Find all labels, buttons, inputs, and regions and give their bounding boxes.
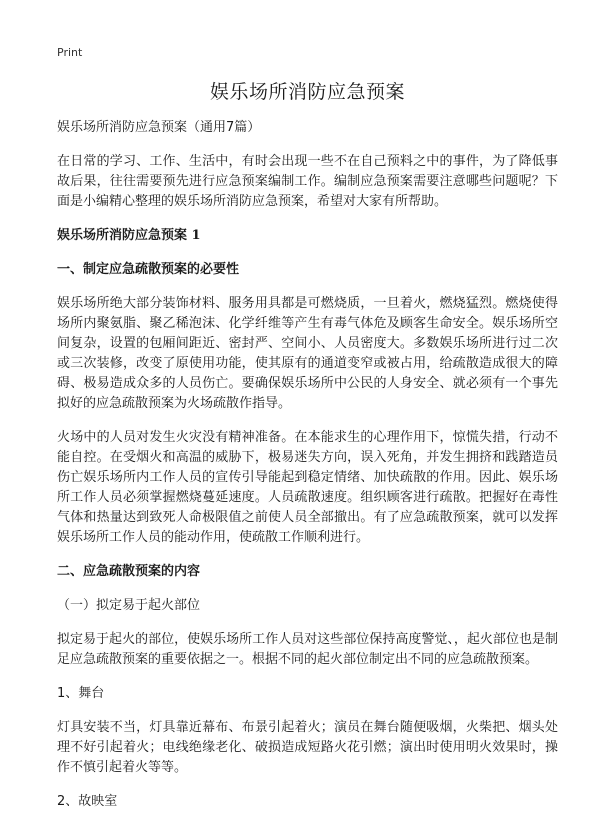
heading-plan-content: 二、应急疏散预案的内容 [57, 564, 201, 579]
paragraph-stage: 灯具安装不当，灯具靠近幕布、布景引起着火；演员在舞台随便吸烟，火柴把、烟头处理不好引起着火；电线绝缘老化、破损造成短路火花引燃；演出时使用明火效果时，操作不慎引起着火等等。 [57, 720, 558, 775]
document-subtitle: 娱乐场所消防应急预案（通用7篇） [57, 120, 261, 135]
subheading-fire-locations: （一）拟定易于起火部位 [57, 598, 201, 613]
paragraph-materials: 娱乐场所绝大部分装饰材料、服务用具都是可燃烧质，一旦着火，燃烧猛烈。燃烧使得场所内聚氨脂、聚乙稀泡沫、化学纤维等产生有毒气体危及顾客生命安全。娱乐场所空间复杂，设置的包厢间距近、密封严、空间小、人员密度大。多数娱乐场所进行过二次或三次装修，改变了原使用功能，使其原有的通道变窄或被占用，给疏散造成很大的障碍、极易造成众多的人员伤亡。要确保娱乐场所中公民的人身安全、就必须有一个事先拟好的应急疏散预案为火场疏散作指导。 [57, 296, 558, 411]
intro-paragraph: 在日常的学习、工作、生活中，有时会出现一些不在自己预料之中的事件，为了降低事故后果，往往需要预先进行应急预案编制工作。编制应急预案需要注意哪些问题呢？下面是小编精心整理的娱乐场所消防应急预案，希望对大家有所帮助。 [57, 154, 558, 209]
section-title: 娱乐场所消防应急预案 1 [57, 228, 201, 243]
paragraph-evacuation: 火场中的人员对发生火灾没有精神准备。在本能求生的心理作用下，惊慌失措，行动不能自控。在受烟火和高温的威胁下，极易迷失方向，误入死角，并发生拥挤和践踏造员伤亡娱乐场所内工作人员的宣传引导能起到稳定情绪、加快疏散的作用。因此、娱乐场所工作人员必须掌握燃烧蔓延速度。人员疏散速度。组织顾客进行疏散。把握好在毒性气体和热量达到致死人命极限值之前使人员全部撤出。有了应急疏散预案，就可以发挥娱乐场所工作人员的能动作用，使疏散工作顺利进行。 [57, 430, 558, 545]
print-label: Print [57, 46, 83, 59]
heading-necessity: 一、制定应急疏散预案的必要性 [57, 262, 240, 277]
item-projection-room-label: 2、故映室 [57, 794, 118, 809]
document-title: 娱乐场所消防应急预案 [209, 81, 405, 103]
item-stage-label: 1、舞台 [57, 686, 105, 701]
paragraph-fire-locations: 拟定易于起火的部位，使娱乐场所工作人员对这些部位保持高度警觉、，起火部位也是制足应急疏散预案的重要依据之一。根据不同的起火部位制定出不同的应急疏散预案。 [57, 632, 558, 667]
